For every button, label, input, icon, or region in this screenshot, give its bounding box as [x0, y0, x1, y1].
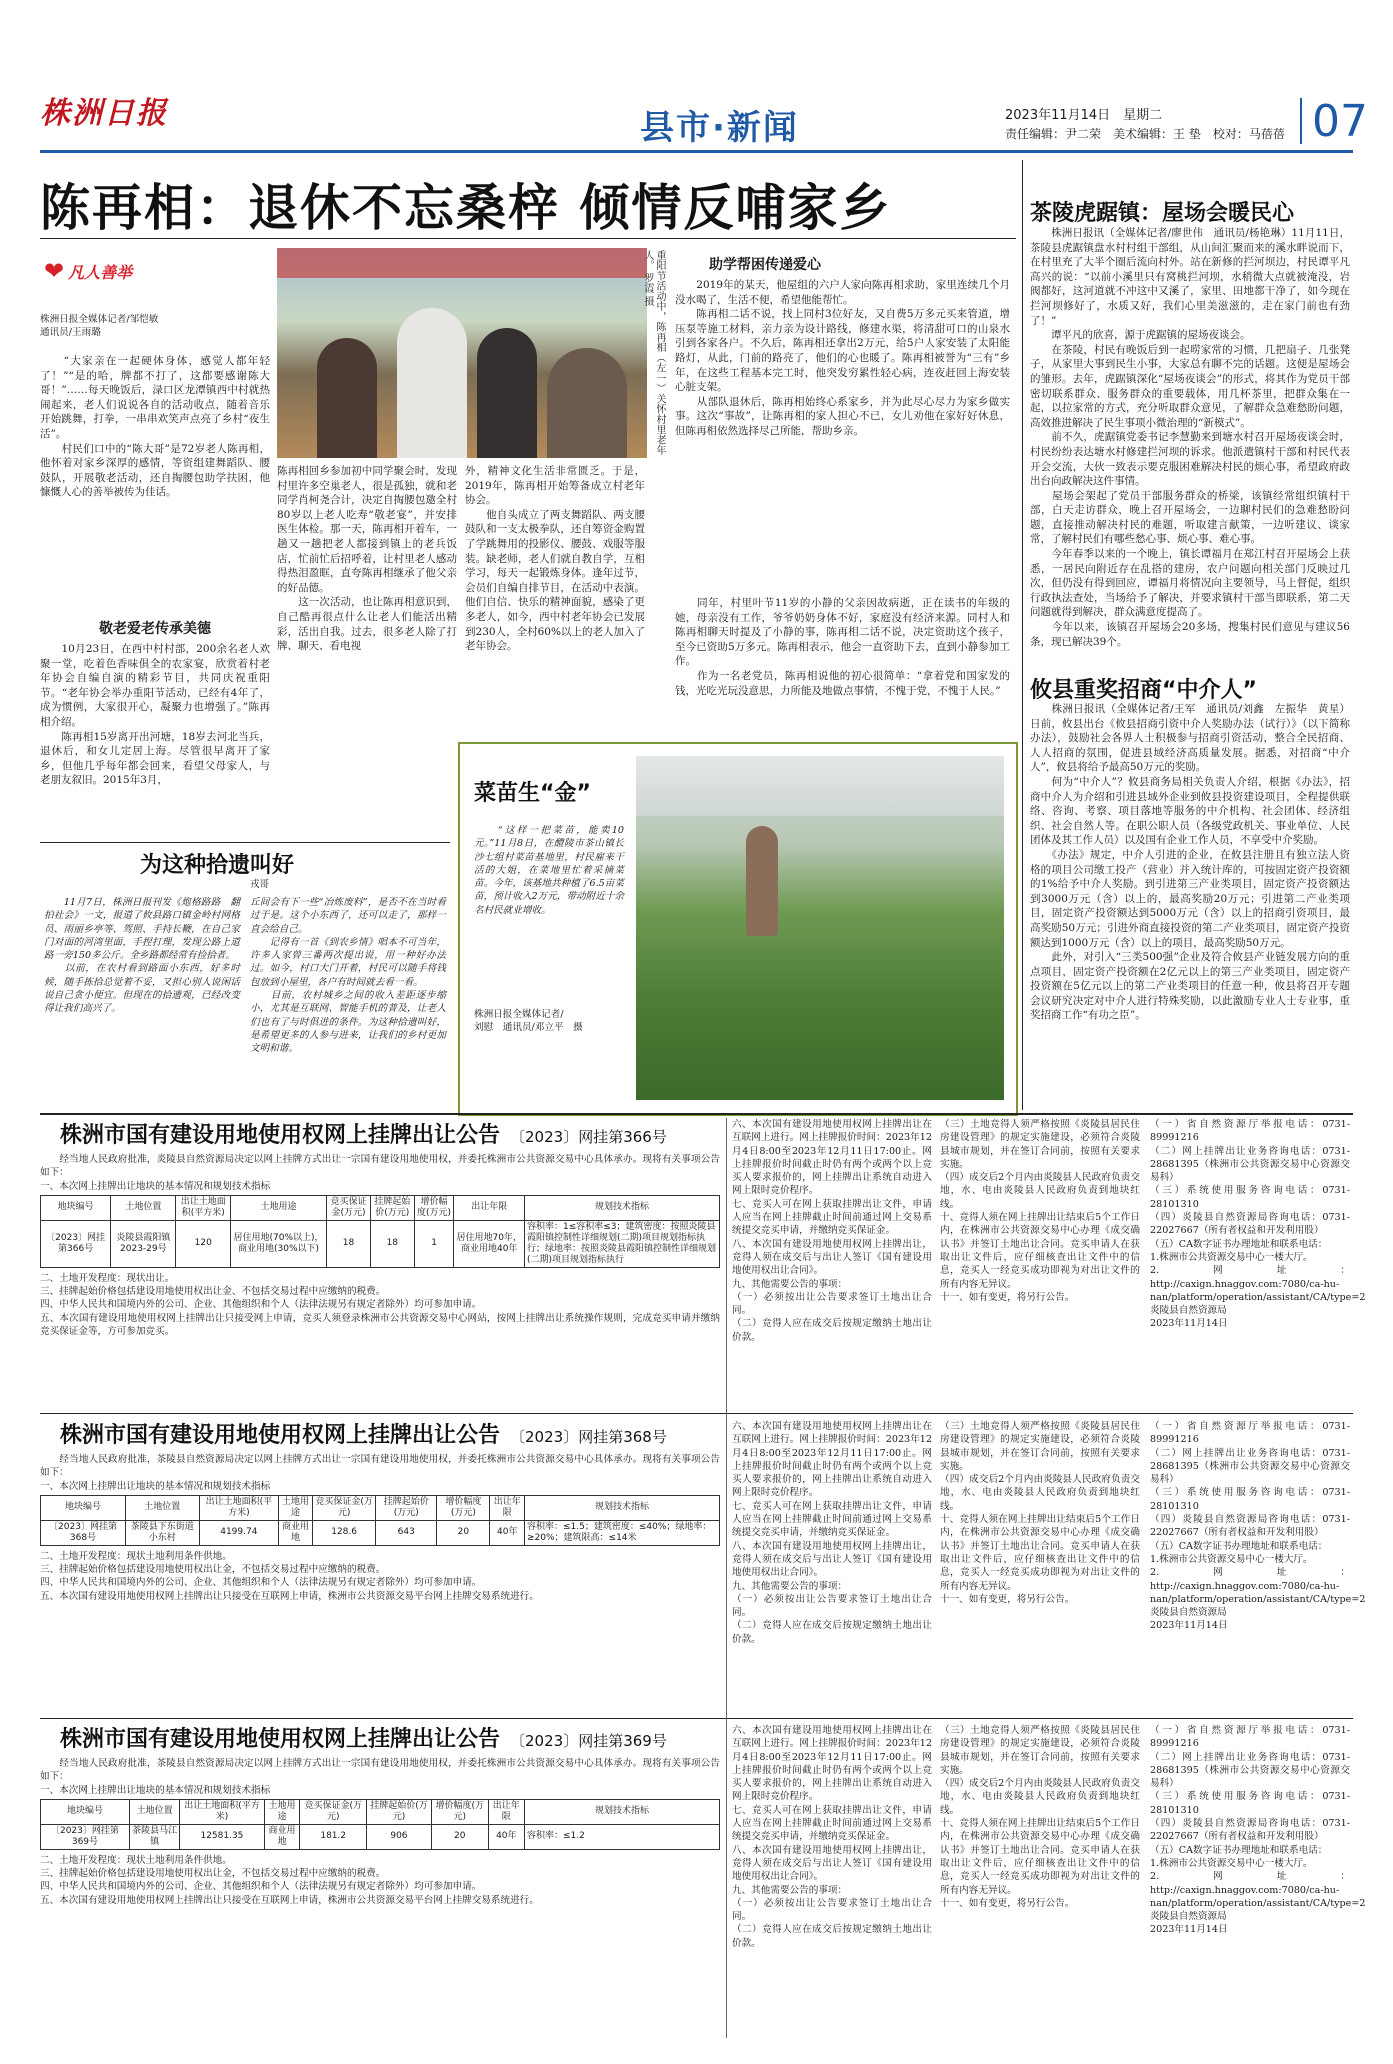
lead-intro: “大家亲在一起硬体身体，感觉人都年轻了！”“是的哈，牌都不打了，这都要感谢陈大哥！”……每天晚饭后，渌口区龙潭镇西中村就热闹起来，老人们说说各自的活动收点，随着音乐开始跳舞，打拳，一串串欢笑声点亮了乡村“夜生活”。 村民们口中的“陈大哥”是72岁老人陈再相，他怀着对家乡深厚的感情，等资组建舞蹈队、腰鼓队，开展敬老活动，还自掏腰包助学扶困，他慷慨人心的善举被传为佳话。 — [40, 355, 270, 499]
notice-3-intro: 经当地人民政府批准，茶陵县自然资源局决定以网上挂牌方式出让一宗国有建设用地使用权，并委托株洲市公共资源交易中心具体承办。现将有关事项公告如下： 一、本次网上挂牌出让地块的基本情况和规划技术指标 — [40, 1758, 720, 1796]
lead-byline: 株洲日报全媒体记者/邹恺敏 通讯员/王雨璐 — [40, 314, 159, 339]
lead-column-3: 外，精神文化生活非常匮乏。于是，2019年，陈再相开始筹备成立村老年协会。 他自头成立了两支舞蹈队、两支腰鼓队和一支太极拳队，还自筹资金购置了学跳舞用的投影仪、腰鼓、戏服等服装。缺老师，老人们就自教自学，互相学习，每天一起锻炼身体。逢年过节，会员们自编自排节目，在活动中表演。他们自信、快乐的精神面貌，感染了更多老人，如今，西中村老年协会已发展到230人，全村60%以上的老人加入了老年协会。 — [465, 465, 645, 653]
notice-1-title: 株洲市国有建设用地使用权网上挂牌出让公告 — [60, 1123, 501, 1148]
notice-2-title: 株洲市国有建设用地使用权网上挂牌出让公告 — [60, 1423, 501, 1448]
table-row — [41, 1220, 720, 1267]
notice-col-2-block-1: 六、本次国有建设用地使用权网上挂牌出让在互联网上进行。网上挂牌报价时间：2023年12月4日8:00至2023年12月11日17:00止。网上挂牌报价时间截止时仍有两个或两个以上竞买人要求报价的，网上挂牌出让系统自动进入网上限时竞价程序。 七、竞买人可在网上获取挂牌出让文件，申请人应当在网上挂牌截止时间前通过网上交易系统提交竞买申请，并缴纳竞买保证金。 八、本次国有建设用地使用权网上挂牌出让，竞得人须在成交后与出让人签订《国有建设用地使用权出让合同》。 九、其他需要公告的事项： （一）必须按出让公告要求签订土地出让合同。 （二）竞得人应在成交后按规定缴纳土地出让价款。 — [732, 1119, 932, 1343]
table-row — [41, 1520, 720, 1545]
table-cell: 〔2023〕网挂第369号 — [41, 1824, 130, 1849]
issue-date: 2023年11月14日 星期二 — [1005, 108, 1163, 123]
lead-column-4: 2019年的某天，他屋组的六户人家向陈再相求助，家里连续几个月没水喝了，生活不便，希望他能帮忙。 陈再相二话不说，找上同村3位好友，又自费5万多元买来管道，增压泵等施工材料，亲力亲为设计路线，修建水渠，将清甜可口的山泉水引到各家各户。不久后，陈再相还拿出2万元，给5户人家安装了太阳能路灯，从此，门前的路亮了，他们的心也暖了。陈再相被誉为“三有”乡年，在这些工程基本完工时，他突发穷累性轻心病，连夜赶回上海安装心脏支架。 从部队退休后，陈再相始终心系家乡，并为此尽心尽力为家乡做实事。这次“事故”，让陈再相的家人担心不已，女儿劝他在家好好休息，但陈再相依然选择尽己所能，帮助乡亲。 — [675, 279, 1010, 437]
notice-3 — [40, 1722, 720, 2004]
notice-col-2-block-3: 六、本次国有建设用地使用权网上挂牌出让在互联网上进行。网上挂牌报价时间：2023年12月4日8:00至2023年12月11日17:00止。网上挂牌报价时间截止时仍有两个或两个以上竞买人要求报价的，网上挂牌出让系统自动进入网上限时竞价程序。 七、竞买人可在网上获取挂牌出让文件，申请人应当在网上挂牌截止时间前通过网上交易系统提交竞买申请，并缴纳竞买保证金。 八、本次国有建设用地使用权网上挂牌出让，竞得人须在成交后与出让人签订《国有建设用地使用权出让合同》。 九、其他需要公告的事项： （一）必须按出让公告要求签订土地出让合同。 （二）竞得人应在成交后按规定缴纳土地出让价款。 — [732, 1725, 932, 1949]
table-header: 土地位置 — [126, 1495, 200, 1520]
feature-headline: 菜苗生“金” — [474, 781, 591, 806]
table-cell: 40年 — [490, 1520, 525, 1545]
lead-subhead-1: 敬老爱老传承美德 — [99, 621, 211, 637]
table-header: 地块编号 — [41, 1195, 111, 1220]
right-col-divider — [1022, 160, 1023, 1110]
lead-column-4b: 同年，村里叶节11岁的小静的父亲因故病逝，正在读书的年级的她，母亲没有工作，爷爷奶奶身体不好，家庭没有经济来源。同村人和陈再相聊天时提及了小静的事，陈再相二话不说，决定资助这个孩子，至今已资助5万多元。陈再相表示，他会一直资助下去，直到小静参加工作。 作为一名老党员，陈再相说他的初心很简单：“拿着党和国家发的钱，光吃光玩没意思，力所能及地做点事情，不愧于党，不愧于人民。” — [675, 597, 1010, 697]
lead-column-2: 陈再相回乡参加初中同学聚会时，发现村里许多空巢老人，很是孤独，就和老同学肖柯尧合计，决定自掏腰包邀全村80岁以上老人吃寿“敬老宴”，并安排医生体检。那一天，陈再相开着车，一趟又一趟把老人都接到镇上的老兵饭店，忙前忙后招呼着，让村里老人感动得热泪盈眶，直夸陈再相继承了他父亲的好品德。 这一次活动，也让陈再相意识到，自己酷再很点什么让老人们能活出精彩，活出自我。过去，很多老人除了打牌、聊天、看电视 — [277, 465, 457, 653]
table-cell: 643 — [376, 1520, 437, 1545]
table-cell: 商业用地 — [264, 1824, 300, 1849]
notice-2-body: 二、土地开发程度：现状土地利用条件供地。 三、挂牌起始价格包括建设用地使用权出让金，不包括交易过程中应缴纳的税费。 四、中华人民共和国境内外的公司、企业、其他组织和个人（法律法规另有规定者除外）均可参加申请。 五、本次国有建设用地使用权网上挂牌出让只接受在互联网上申请，株洲市公共资源交易平台网上挂牌交易系统进行。 — [40, 1550, 539, 1602]
essay-author: 戎哥 — [250, 879, 270, 890]
table-header: 出让年限 — [488, 1799, 524, 1824]
table-cell: 〔2023〕网挂第368号 — [41, 1520, 126, 1545]
table-cell: 容积率：1≤容积率≤3；建筑密度：按照炎陵县霞阳镇控制性详细规划(二期)项目规划指标执行；绿地率：按照炎陵县霞阳镇控制性详细规划(二期)项目规划指标执行 — [525, 1220, 720, 1267]
table-header: 规划技术指标 — [525, 1195, 720, 1220]
table-header: 地块编号 — [41, 1799, 130, 1824]
essay-column-1: 11月7日，株洲日报刊发《炮格路路 翻拍社会》一文，报道了攸县路口镇金岭村网格员、雨丽乡亭等、驾照、手持长鞭，在自己家门对面的河湾里面，手捏打理，发现公路上道路一旁150多公斤。全乡路都经常有捡拾者。 以前，在农村看到路面小东西，好多时候，随手拣拾总觉着不妥，又担心别人说闲话说自己贪小便宜。但现在的拾遗观，已经改变得让我们高兴了。 — [44, 897, 240, 1015]
table-cell: 181.2 — [300, 1824, 367, 1849]
notice-2-rule — [40, 1413, 1353, 1414]
notice-col-2-block-2: 六、本次国有建设用地使用权网上挂牌出让在互联网上进行。网上挂牌报价时间：2023年12月4日8:00至2023年12月11日17:00止。网上挂牌报价时间截止时仍有两个或两个以上竞买人要求报价的，网上挂牌出让系统自动进入网上限时竞价程序。 七、竞买人可在网上获取挂牌出让文件，申请人应当在网上挂牌截止时间前通过网上交易系统提交竞买申请，并缴纳竞买保证金。 八、本次国有建设用地使用权网上挂牌出让，竞得人须在成交后与出让人签订《国有建设用地使用权出让合同》。 九、其他需要公告的事项： （一）必须按出让公告要求签订土地出让合同。 （二）竞得人应在成交后按规定缴纳土地出让价款。 — [732, 1421, 932, 1645]
notice-1-number: 〔2023〕网挂第366号 — [510, 1128, 667, 1146]
table-header: 竞买保证金(万元) — [312, 1495, 375, 1520]
essay-rule — [40, 842, 450, 843]
notice-3-title: 株洲市国有建设用地使用权网上挂牌出让公告 — [60, 1727, 501, 1752]
section-title: 县市·新闻 — [640, 108, 799, 148]
feature-body: “这样一把菜苗，能卖10元。”11月8日，在醴陵市茶山镇长沙七组村菜苗基地里，村民雇来干活的大姐，在菜地里忙着采摘菜苗。今年，该基地共种植了6.5亩菜苗，预计收入2万元，带动附近十余名村民就业增收。 — [474, 825, 625, 916]
table-cell: 20 — [437, 1520, 490, 1545]
table-header: 挂牌起始价(万元) — [367, 1799, 432, 1824]
notice-1-table — [40, 1195, 720, 1268]
table-header: 出让土地面积(平方米) — [180, 1799, 264, 1824]
table-header: 出让年限 — [490, 1495, 525, 1520]
newspaper-logo: 株洲日报 — [40, 96, 168, 131]
table-header: 出让土地面积(平方米) — [199, 1495, 279, 1520]
table-header: 增价幅度(万元) — [437, 1495, 490, 1520]
notice-2-number: 〔2023〕网挂第368号 — [510, 1428, 667, 1446]
table-cell: 20 — [431, 1824, 488, 1849]
table-header: 增价幅度(万元) — [414, 1195, 454, 1220]
table-cell: 906 — [367, 1824, 432, 1849]
lead-rule — [40, 238, 1016, 239]
table-header: 地块编号 — [41, 1495, 126, 1520]
table-header: 挂牌起始价(万元) — [370, 1195, 414, 1220]
table-header: 挂牌起始价(万元) — [376, 1495, 437, 1520]
essay-headline: 为这种拾遗叫好 — [140, 853, 295, 878]
lead-subhead-2: 助学帮困传递爱心 — [709, 257, 821, 273]
table-cell: 商业用地 — [279, 1520, 313, 1545]
table-cell: 4199.74 — [199, 1520, 279, 1545]
notice-3-rule — [40, 1718, 1353, 1719]
table-cell: 容积率：≤1.5；建筑密度：≤40%；绿地率：≥20%；建筑限高：≤14米 — [525, 1520, 720, 1545]
side2-headline: 攸县重奖招商“中介人” — [1030, 678, 1257, 703]
essay-column-2: 丘间会有下一些“冶炼废料”，是否不在当时看过于是。这个小东西了，还可以走了，那样一直会给自己。 记得有一首《到农乡情》唱本不可当年，许多人家曾三番两次提出说，用一种好办法过。如今，村口大门开着，村民可以随手将钱包放到小屋里，各户有时间就去看一看。 目前，农村城乡之间的收入差距逐步缩小，尤其是互联网、智能手机的普及，让老人们也有了与时俱进的条件。为这种拾遗叫好，是希望更多的人参与进来，让我们的乡村更加文明和谐。 — [250, 897, 446, 1055]
notice-2-table — [40, 1495, 720, 1546]
notice-col-3-block-3: （三）土地竞得人须严格按照《炎陵县居民住房建设管理》的规定实施建设，必须符合炎陵县城市规划，并在签订合同前，按照有关要求实施。 （四）成交后2个月内由炎陵县人民政府负责交地，水、电由炎陵县人民政府负责到地块红线。 十、竞得人须在网上挂牌出让结束后5个工作日内，在株洲市公共资源交易中心办理《成交确认书》并签订土地出让合同。竞买申请人在获取出让文件后，应仔细核查出让文件中的信息，竞买人一经竞买成功即视为对出让文件的所有内容无异议。 十一、如有变更，将另行公告。 — [940, 1725, 1140, 1909]
table-cell: 〔2023〕网挂第366号 — [41, 1220, 111, 1267]
editor-credits: 责任编辑：尹二荣 美术编辑：王 垫 校对：马蓓蓓 — [1005, 127, 1285, 141]
table-cell: 18 — [370, 1220, 414, 1267]
heart-icon: ❤ — [44, 257, 65, 285]
feature-photo — [636, 756, 1004, 1100]
table-header-row — [41, 1495, 720, 1520]
table-header: 竞买保证金(万元) — [327, 1195, 371, 1220]
table-header: 规划技术指标 — [525, 1799, 720, 1824]
lead-photo-caption: 重阳节活动中，陈再相（左一）关怀村里老年人。 罗霞 摄 — [642, 250, 665, 455]
notice-top-rule — [40, 1113, 1353, 1115]
side2-body: 株洲日报讯（全媒体记者/王军 通讯员/刘鑫 左振华 黄星）日前，攸县出台《攸县招商引资中介人奖励办法（试行）》（以下简称办法），鼓励社会各界人士积极参与招商引资活动，整合全民招商、人人招商的氛围，促进县域经济高质量发展。据悉，对招商“中介人”，攸县将给予最高50万元的奖励。 何为“中介人”？攸县商务局相关负责人介绍，根据《办法》，招商中介人为介绍和引进县域外企业到攸县投资建设项目，全程提供联络、咨询、考察、项目落地等服务的中介机构、社会团体、经济组织、社会自然人等。在职公职人员（各级党政机关、事业单位、人民团体及其工作人员）以及国有企业工作人员，不享受中介奖励。 《办法》规定，中介人引进的企业，在攸县注册且有独立法人资格的项目公司缴工投产（营业）并入统计库的，可按固定资产投资额的1%给予中介人奖励。到引进第三产业类项目，固定资产投资额达到3000万元（含）以上的，最高奖励20万元；引进第二产业类项目，固定资产投资额达到5000万元（含）以上的招商引资项目，最高奖励50万元；引进外商直接投资的第二产业类项目，固定资产投资额达到1000万元（含）以上的项目，最高奖励50万元。 此外，对引入“三类500强”企业及符合攸县产业链发展方向的重点项目，固定资产投资额在2亿元以上的第三产业类项目，固定资产投资额在5亿元以上的第二产业类项目的任意一种，攸县将召开专题会议研究决定对中介人进行特殊奖励，以此激励专业人士专业事，重奖招商工作“有功之臣”。 — [1030, 703, 1350, 1022]
side1-headline: 茶陵虎踞镇：屋场会暖民心 — [1030, 201, 1295, 226]
table-header: 土地用途 — [279, 1495, 313, 1520]
table-cell: 18 — [327, 1220, 371, 1267]
table-header: 出让年限 — [454, 1195, 525, 1220]
badge-label: 凡人善举 — [68, 262, 133, 282]
notice-col-3-block-1: （三）土地竞得人须严格按照《炎陵县居民住房建设管理》的规定实施建设，必须符合炎陵县城市规划，并在签订合同前，按照有关要求实施。 （四）成交后2个月内由炎陵县人民政府负责交地，水、电由炎陵县人民政府负责到地块红线。 十、竞得人须在网上挂牌出让结束后5个工作日内，在株洲市公共资源交易中心办理《成交确认书》并签订土地出让合同。竞买申请人在获取出让文件后，应仔细核查出让文件中的信息，竞买人一经竞买成功即视为对出让文件的所有内容无异议。 十一、如有变更，将另行公告。 — [940, 1119, 1140, 1303]
table-header: 出让土地面积(平方米) — [176, 1195, 231, 1220]
lead-column-1b: 10月23日，在西中村村部，200余名老人欢聚一堂，吃着色香味俱全的农家宴，欣赏着村老年协会自编自演的精彩节目，共同庆祝重阳节。“老年协会举办重阳节活动，已经有4年了，成为惯例，大家很开心，凝聚力也增强了。”陈再相介绍。 陈再相15岁离开出河塘，18岁去河北当兵，退休后，和女儿定居上海。尽管很早离开了家乡，但他几乎每年都会回来，看望父母家人，与老朋友叙旧。2015年3月， — [40, 643, 270, 787]
table-cell: 128.6 — [312, 1520, 375, 1545]
notice-3-table — [40, 1799, 720, 1850]
notice-col-4-block-3: （一）省自然资源厅举报电话：0731-89991216 （二）网上挂牌出让业务咨询电话：0731-28681395（株洲市公共资源交易中心资源交易科） （三）系统使用服务咨询电话：0731-28101310 （四）炎陵县自然资源局咨询电话：0731-22027667（所有者权益和开发利用股） （五）CA数字证书办理地址和联系电话： 1.株洲市公共资源交易中心一楼大厅。 2.网址：http://caxign.hnaggov.com:7080/ca-hu-nan/platform/operation/assistant/CA/type=2 炎陵县自然资源局 2023年11月14日 — [1150, 1725, 1366, 1936]
table-cell: 茶陵县马江镇 — [129, 1824, 179, 1849]
table-header: 规划技术指标 — [525, 1495, 720, 1520]
table-header: 土地用途 — [264, 1799, 300, 1824]
table-cell: 40年 — [488, 1824, 524, 1849]
table-header: 竞买保证金(万元) — [300, 1799, 367, 1824]
notice-2-intro: 经当地人民政府批准，茶陵县自然资源局决定以网上挂牌方式出让一宗国有建设用地使用权，并委托株洲市公共资源交易中心具体承办。现将有关事项公告如下： 一、本次网上挂牌出让地块的基本情况和规划技术指标 — [40, 1454, 720, 1492]
table-header: 增价幅度(万元) — [431, 1799, 488, 1824]
table-cell: 120 — [176, 1220, 231, 1267]
page-number: 07 — [1312, 96, 1368, 147]
table-cell: 炎陵县霞阳镇2023-29号 — [111, 1220, 176, 1267]
table-cell: 1 — [414, 1220, 454, 1267]
notice-1 — [40, 1118, 720, 1382]
feature-credit: 株洲日报全媒体记者/ 刘慰 通讯员/邓立平 摄 — [474, 1009, 583, 1034]
column-badge — [44, 257, 132, 285]
table-cell: 12581.35 — [180, 1824, 264, 1849]
notice-col-3-block-2: （三）土地竞得人须严格按照《炎陵县居民住房建设管理》的规定实施建设，必须符合炎陵县城市规划，并在签订合同前，按照有关要求实施。 （四）成交后2个月内由炎陵县人民政府负责交地，水、电由炎陵县人民政府负责到地块红线。 十、竞得人须在网上挂牌出让结束后5个工作日内，在株洲市公共资源交易中心办理《成交确认书》并签订土地出让合同。竞买申请人在获取出让文件后，应仔细核查出让文件中的信息，竞买人一经竞买成功即视为对出让文件的所有内容无异议。 十一、如有变更，将另行公告。 — [940, 1421, 1140, 1605]
notice-col-4-block-2: （一）省自然资源厅举报电话：0731-89991216 （二）网上挂牌出让业务咨询电话：0731-28681395（株洲市公共资源交易中心资源交易科） （三）系统使用服务咨询电话：0731-28101310 （四）炎陵县自然资源局咨询电话：0731-22027667（所有者权益和开发利用股） （五）CA数字证书办理地址和联系电话： 1.株洲市公共资源交易中心一楼大厅。 2.网址：http://caxign.hnaggov.com:7080/ca-hu-nan/platform/operation/assistant/CA/type=2 炎陵县自然资源局 2023年11月14日 — [1150, 1421, 1366, 1632]
table-row — [41, 1824, 720, 1849]
notice-1-intro: 经当地人民政府批准，炎陵县自然资源局决定以网上挂牌方式出让一宗国有建设用地使用权，并委托株洲市公共资源交易中心具体承办。现将有关事项公告如下： 一、本次网上挂牌出让地块的基本情况和规划技术指标 — [40, 1154, 720, 1192]
notice-2 — [40, 1418, 720, 1660]
notice-3-number: 〔2023〕网挂第369号 — [510, 1732, 667, 1750]
lead-photo — [277, 248, 647, 458]
table-header: 土地用途 — [231, 1195, 327, 1220]
masthead-rule — [40, 150, 1353, 153]
table-header-row — [41, 1195, 720, 1220]
notice-3-body: 二、土地开发程度：现状土地利用条件供地。 三、挂牌起始价格包括建设用地使用权出让金，不包括交易过程中应缴纳的税费。 四、中华人民共和国境内外的公司、企业、其他组织和个人（法律法规另有规定者除外）均可参加申请。 五、本次国有建设用地使用权网上挂牌出让只接受在互联网上申请，株洲市公共资源交易平台网上挂牌交易系统进行。 — [40, 1854, 539, 1906]
table-cell: 容积率：≤1.2 — [525, 1824, 720, 1849]
lead-headline: 陈再相：退休不忘桑梓 倾情反哺家乡 — [40, 179, 892, 237]
table-header: 土地位置 — [111, 1195, 176, 1220]
table-cell: 居住用地(70%以上)，商业用地(30%以下) — [231, 1220, 327, 1267]
table-cell: 居住用地70年，商业用地40年 — [454, 1220, 525, 1267]
page-divider-icon — [1300, 98, 1302, 144]
notice-1-body: 二、土地开发程度：现状出让。 三、挂牌起始价格包括建设用地使用权出让金、不包括交易过程中应缴纳的税费。 四、中华人民共和国境内外的公司、企业、其他组织和个人（法律法规另有规定者除外）均可参加申请。 五、本次国有建设用地使用权网上挂牌出让只接受网上申请，竞买人须登录株洲市公共资源交易中心网站，按网上挂牌出让系统操作规则，完成竞买申请并缴纳竞买保证金等，方可参加竞买。 — [40, 1272, 720, 1338]
table-header: 土地位置 — [129, 1799, 179, 1824]
notice-col-4-block-1: （一）省自然资源厅举报电话：0731-89991216 （二）网上挂牌出让业务咨询电话：0731-28681395（株洲市公共资源交易中心资源交易科） （三）系统使用服务咨询电话：0731-28101310 （四）炎陵县自然资源局咨询电话：0731-22027667（所有者权益和开发利用股） （五）CA数字证书办理地址和联系电话： 1.株洲市公共资源交易中心一楼大厅。 2.网址：http://caxign.hnaggov.com:7080/ca-hu-nan/platform/operation/assistant/CA/type=2 炎陵县自然资源局 2023年11月14日 — [1150, 1119, 1366, 1330]
notice-col-divider — [726, 1118, 727, 2038]
table-header-row — [41, 1799, 720, 1824]
side1-body: 株洲日报讯（全媒体记者/廖世伟 通讯员/杨艳琳）11月11日，茶陵县虎踞镇盘水村村组干部组，从山间汇聚而来的溪水畔说而下，在村里充了大半个圈后流向村外。站在新修的拦河坝边，村民谭平凡高兴的说：“以前小溪里只有窝桃拦河坝，水稍微大点就被淹没，岩阀都好，这河道就不冲这中又溪了，家里、田地都干净了，如今现在拦河坝修好了，水质又好，我们心里美滋滋的，走在家门前也有劲了！” 谭平凡的欣喜，源于虎踞镇的屋场夜谈会。 在茶陵，村民有晚饭后到一起唠家常的习惯，几把扇子、几张凳子，从家里大事到民生小事，大家总有聊不完的话题。这便是屋场会的雏形。去年，虎踞镇深化“屋场夜谈会”的形式，将其作为党员干部密切联系群众、服务群众的重要载体，用几杯茶里，把群众集在一起，以拉家常的方式，充分听取群众意见，了解群众急难愁盼问题，高效推进解决了民生事项小微治理的“新模式”。 前不久，虎踞镇党委书记李慧勤来到塘水村召开屋场夜谈会时，村民纷纷表达塘水村修建拦河坝的诉求。他派遣镇村干部和村民代表开会交流，大伙一致表示要克服困难解决村民的烦心事，希望政府政出台向政解决这件事情。 屋场会架起了党员干部服务群众的桥梁，该镇经常组织镇村干部，白天走访群众，晚上召开屋场会，一边聊村民们的急难愁盼问题，直接推动解决村民的难题，听取建言献策，一边听建议、谈家常，了解村民们有哪些愁心事、烦心事、难心事。 今年春季以来的一个晚上，镇长谭福月在郑江村召开屋场会上获悉，一居民向附近存在乱搭的建房，农户问题向相关部门反映过几次，但仍没有得到回应，谭福月将情况向主要领导，马上督促，组织行政执法查处，当场给予了解决，并要求镇村干部当即联系，第二天问题就得到解决，群众满意度提高了。 今年以来，该镇召开屋场会20多场，搜集村民们意见与建议56条，现已解决39个。 — [1030, 227, 1350, 648]
table-cell: 茶陵县下东街道小东村 — [126, 1520, 200, 1545]
